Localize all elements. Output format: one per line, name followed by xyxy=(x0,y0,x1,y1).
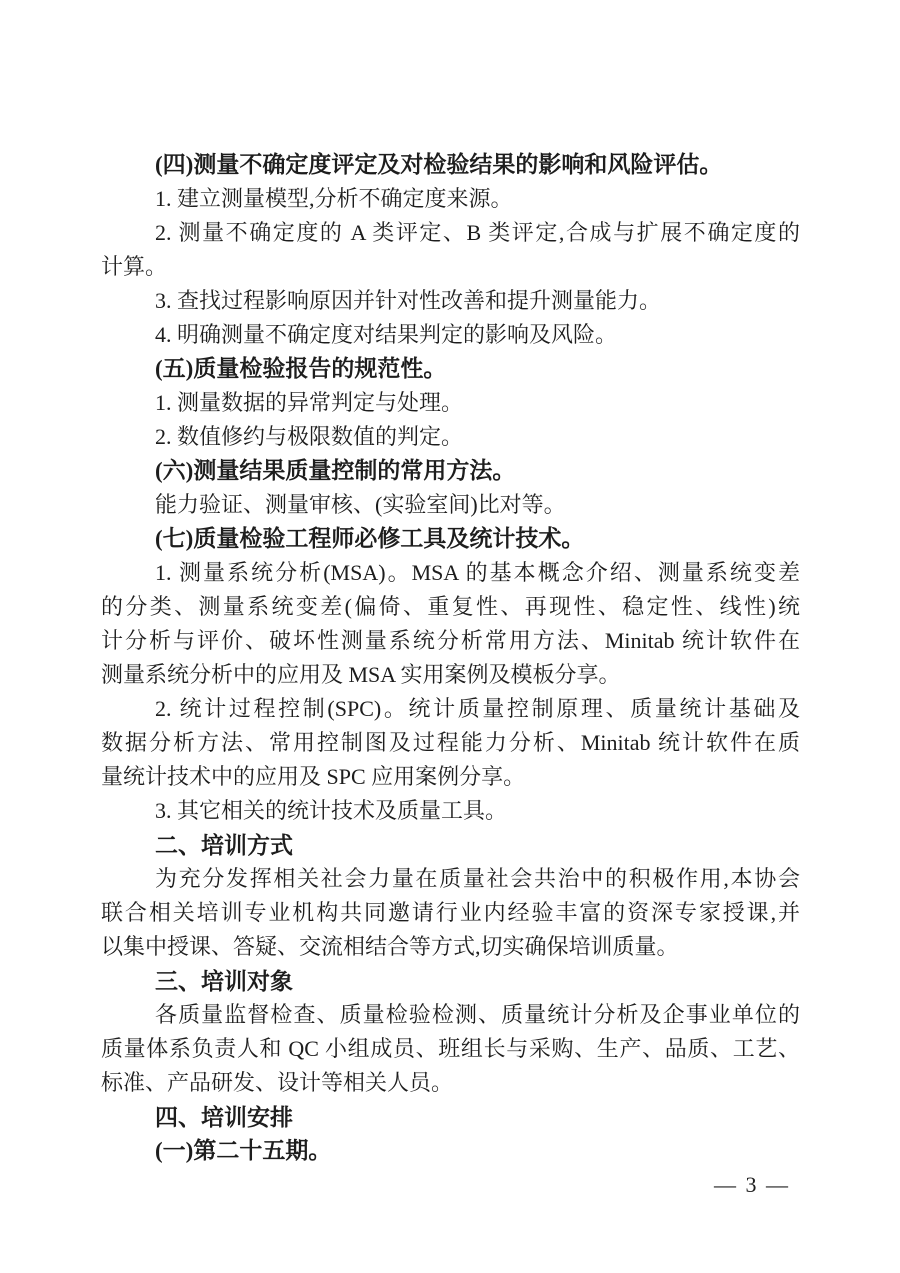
item-7-1-continued-2: 计分析与评价、破坏性测量系统分析常用方法、Minitab 统计软件在 xyxy=(101,628,800,653)
item-5-2: 2. 数值修约与极限数值的判定。 xyxy=(155,424,464,449)
item-4-4: 4. 明确测量不确定度对结果判定的影响及风险。 xyxy=(155,322,618,347)
paragraph-audience-3: 标准、产品研发、设计等相关人员。 xyxy=(101,1070,454,1095)
subheading-section-5: (五)质量检验报告的规范性。 xyxy=(155,356,447,381)
item-5-1: 1. 测量数据的异常判定与处理。 xyxy=(155,390,464,415)
paragraph-audience-2: 质量体系负责人和 QC 小组成员、班组长与采购、生产、品质、工艺、 xyxy=(101,1036,800,1061)
item-4-1: 1. 建立测量模型,分析不确定度来源。 xyxy=(155,186,513,211)
document-body xyxy=(101,148,800,1168)
item-4-2: 2. 测量不确定度的 A 类评定、B 类评定,合成与扩展不确定度的 xyxy=(155,220,800,245)
subheading-section-4: (四)测量不确定度评定及对检验结果的影响和风险评估。 xyxy=(155,152,723,177)
subheading-session-25: (一)第二十五期。 xyxy=(155,1138,332,1163)
page-number: — 3 — xyxy=(714,1172,790,1197)
paragraph-training-method: 为充分发挥相关社会力量在质量社会共治中的积极作用,本协会 xyxy=(155,866,800,891)
paragraph-training-method-2: 联合相关培训专业机构共同邀请行业内经验丰富的资深专家授课,并 xyxy=(101,900,800,925)
heading-training-method: 二、培训方式 xyxy=(155,832,293,858)
item-7-1: 1. 测量系统分析(MSA)。MSA 的基本概念介绍、测量系统变差 xyxy=(155,560,800,585)
subheading-section-6: (六)测量结果质量控制的常用方法。 xyxy=(155,458,516,483)
item-7-2: 2. 统计过程控制(SPC)。统计质量控制原理、质量统计基础及 xyxy=(155,696,800,721)
item-7-1-continued-3: 测量系统分析中的应用及 MSA 实用案例及模板分享。 xyxy=(101,662,621,687)
item-4-3: 3. 查找过程影响原因并针对性改善和提升测量能力。 xyxy=(155,288,662,313)
item-7-1-continued: 的分类、测量系统变差(偏倚、重复性、再现性、稳定性、线性)统 xyxy=(101,594,800,619)
item-7-3: 3. 其它相关的统计技术及质量工具。 xyxy=(155,798,508,823)
item-7-2-continued: 数据分析方法、常用控制图及过程能力分析、Minitab 统计软件在质 xyxy=(101,730,800,755)
subheading-section-7: (七)质量检验工程师必修工具及统计技术。 xyxy=(155,526,585,551)
paragraph-audience: 各质量监督检查、质量检验检测、质量统计分析及企事业单位的 xyxy=(155,1002,800,1027)
paragraph-training-method-3: 以集中授课、答疑、交流相结合等方式,切实确保培训质量。 xyxy=(101,934,679,959)
item-7-2-continued-2: 量统计技术中的应用及 SPC 应用案例分享。 xyxy=(101,764,526,789)
heading-training-audience: 三、培训对象 xyxy=(155,968,293,994)
heading-training-schedule: 四、培训安排 xyxy=(155,1104,293,1130)
paragraph-section-6: 能力验证、测量审核、(实验室间)比对等。 xyxy=(155,492,566,517)
item-4-2-continued: 计算。 xyxy=(101,254,168,279)
